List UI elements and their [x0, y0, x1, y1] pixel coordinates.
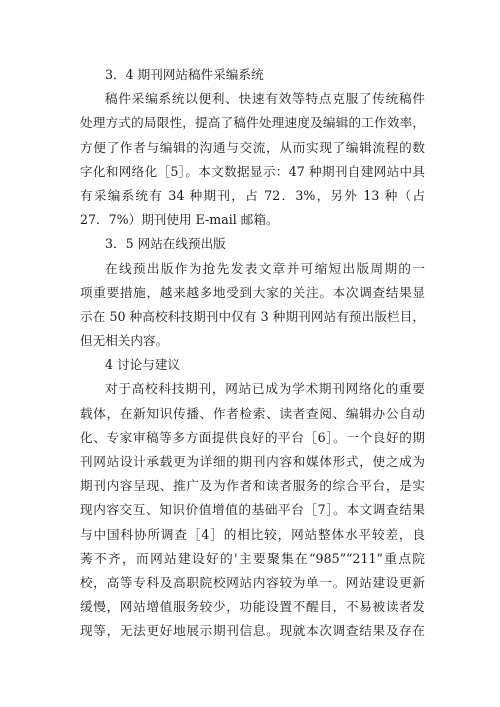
document-body: [80, 63, 425, 644]
text-line-22: 校，高等专科及高职院校网站内容较为单一。网站建设更新: [80, 574, 425, 590]
text-line-21: 莠不齐，而网站建设好的'主要聚集在“985”“211”重点院: [80, 550, 425, 566]
text-line-3: 处理方式的局限性，提高了稿件处理速度及编辑的工作效率，: [80, 115, 425, 131]
text-line-24: 现等，无法更好地展示期刊信息。现就本次调查结果及存在: [80, 623, 425, 639]
text-line-2: 稿件采编系统以便利、快速有效等特点克服了传统稿件: [105, 91, 425, 107]
text-line-13: 4 讨论与建议: [105, 357, 180, 373]
text-line-12: 但无相关内容。: [80, 333, 169, 349]
text-line-8: 3．5 网站在线预出版: [105, 236, 226, 252]
text-line-19: 现内容交互、知识价值增值的基础平台［7］。本文调查结果: [80, 502, 425, 518]
text-line-6: 有采编系统有 34 种期刊，占 72．3%，另外 13 种（占: [80, 187, 425, 203]
text-line-11: 示在 50 种高校科技期刊中仅有 3 种期刊网站有预出版栏目，: [80, 308, 425, 324]
text-line-14: 对于高校科技期刊，网站已成为学术期刊网络化的重要: [105, 381, 425, 397]
text-line-9: 在线预出版作为抢先发表文章并可缩短出版周期的一: [105, 260, 425, 276]
text-line-1: 3．4 期刊网站稿件采编系统: [105, 67, 264, 82]
text-line-17: 刊网站设计承载更为详细的期刊内容和媒体形式，使之成为: [80, 454, 425, 469]
text-line-16: 化、专家审稿等多方面提供良好的平台［6］。一个良好的期: [80, 429, 425, 445]
text-line-15: 载体，在新知识传播、作者检索、读者查阅、编辑办公自动: [80, 405, 425, 421]
text-line-10: 项重要措施，越来越多地受到大家的关注。本次调查结果显: [80, 284, 425, 300]
text-line-4: 方便了作者与编辑的沟通与交流，从而实现了编辑流程的数: [80, 139, 425, 155]
text-line-5: 字化和网络化［5］。本文数据显示：47 种期刊自建网站中具: [80, 163, 425, 179]
text-line-23: 缓慢，网站增值服务较少，功能设置不醒目，不易被读者发: [80, 599, 425, 615]
text-line-18: 期刊内容呈现、推广及为作者和读者服务的综合平台，是实: [80, 478, 425, 494]
text-line-7: 27．7%）期刊使用 E-mail 邮箱。: [80, 212, 279, 228]
text-line-20: 与中国科协所调查［4］的相比较，网站整体水平较差，良: [80, 526, 425, 542]
